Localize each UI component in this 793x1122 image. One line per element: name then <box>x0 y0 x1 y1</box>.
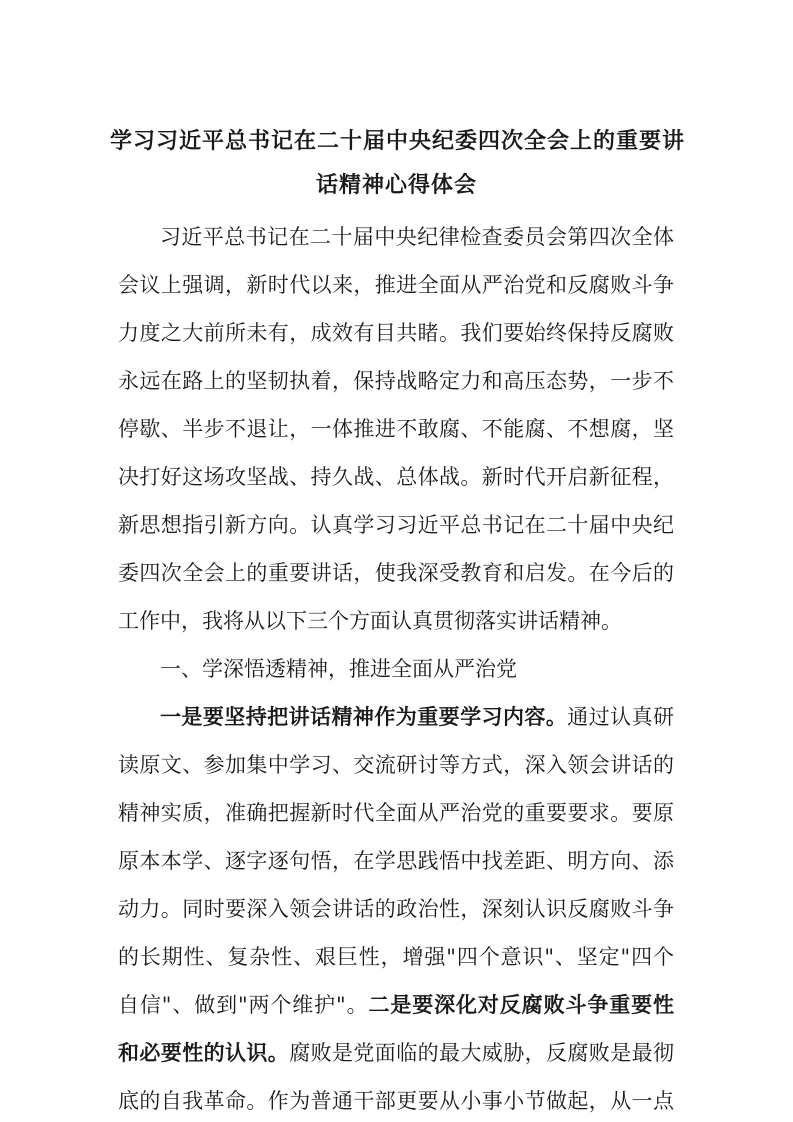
paragraph-line <box>118 1038 674 1068</box>
text-run: 通过认真研 <box>567 705 675 729</box>
bold-lead-2: 二是要深化对反腐败斗争重要性 <box>368 992 674 1017</box>
paragraph-line: 精神实质，准确把握新时代全面从严治党的重要要求。要原 <box>118 801 674 825</box>
paragraph-line: 会议上强调，新时代以来，推进全面从严治党和反腐败斗争 <box>118 273 674 297</box>
paragraph-line: 工作中，我将从以下三个方面认真贯彻落实讲话精神。 <box>118 609 622 633</box>
paragraph-line: 底的自我革命。作为普通干部更要从小事小节做起，从一点 <box>118 1089 674 1113</box>
text-run: 腐败是党面临的最大威胁，反腐败是最彻 <box>289 1041 675 1065</box>
text-run: 自信"、做到"两个维护"。 <box>118 993 369 1017</box>
paragraph-line: 原本本学、逐字逐句悟，在学思践悟中找差距、明方向、添 <box>118 849 674 873</box>
paragraph-line: 读原文、参加集中学习、交流研讨等方式，深入领会讲话的 <box>118 753 674 777</box>
bold-lead-2-cont: 和必要性的认识。 <box>118 1040 290 1065</box>
paragraph-line: 新思想指引新方向。认真学习习近平总书记在二十届中央纪 <box>118 513 674 537</box>
document-title-line-1: 学习习近平总书记在二十届中央纪委四次全会上的重要讲 <box>110 128 686 154</box>
paragraph-line: 习近平总书记在二十届中央纪律检查委员会第四次全体 <box>160 225 674 249</box>
section-heading-1: 一、学深悟透精神，推进全面从严治党 <box>160 657 517 681</box>
paragraph-line <box>160 702 674 732</box>
paragraph-line: 动力。同时要深入领会讲话的政治性，深刻认识反腐败斗争 <box>118 897 674 921</box>
paragraph-line: 停歇、半步不退让，一体推进不敢腐、不能腐、不想腐，坚 <box>118 417 674 441</box>
paragraph-line: 的长期性、复杂性、艰巨性，增强"四个意识"、坚定"四个 <box>118 945 674 969</box>
paragraph-line: 决打好这场攻坚战、持久战、总体战。新时代开启新征程， <box>118 465 674 489</box>
bold-lead-1: 一是要坚持把讲话精神作为重要学习内容。 <box>160 704 568 729</box>
document-title-line-2: 话精神心得体会 <box>315 172 477 198</box>
paragraph-line: 永远在路上的坚韧执着，保持战略定力和高压态势，一步不 <box>118 369 674 393</box>
paragraph-line: 力度之大前所未有，成效有目共睹。我们要始终保持反腐败 <box>118 321 674 345</box>
paragraph-line <box>118 990 674 1020</box>
paragraph-line: 委四次全会上的重要讲话，使我深受教育和启发。在今后的 <box>118 561 674 585</box>
